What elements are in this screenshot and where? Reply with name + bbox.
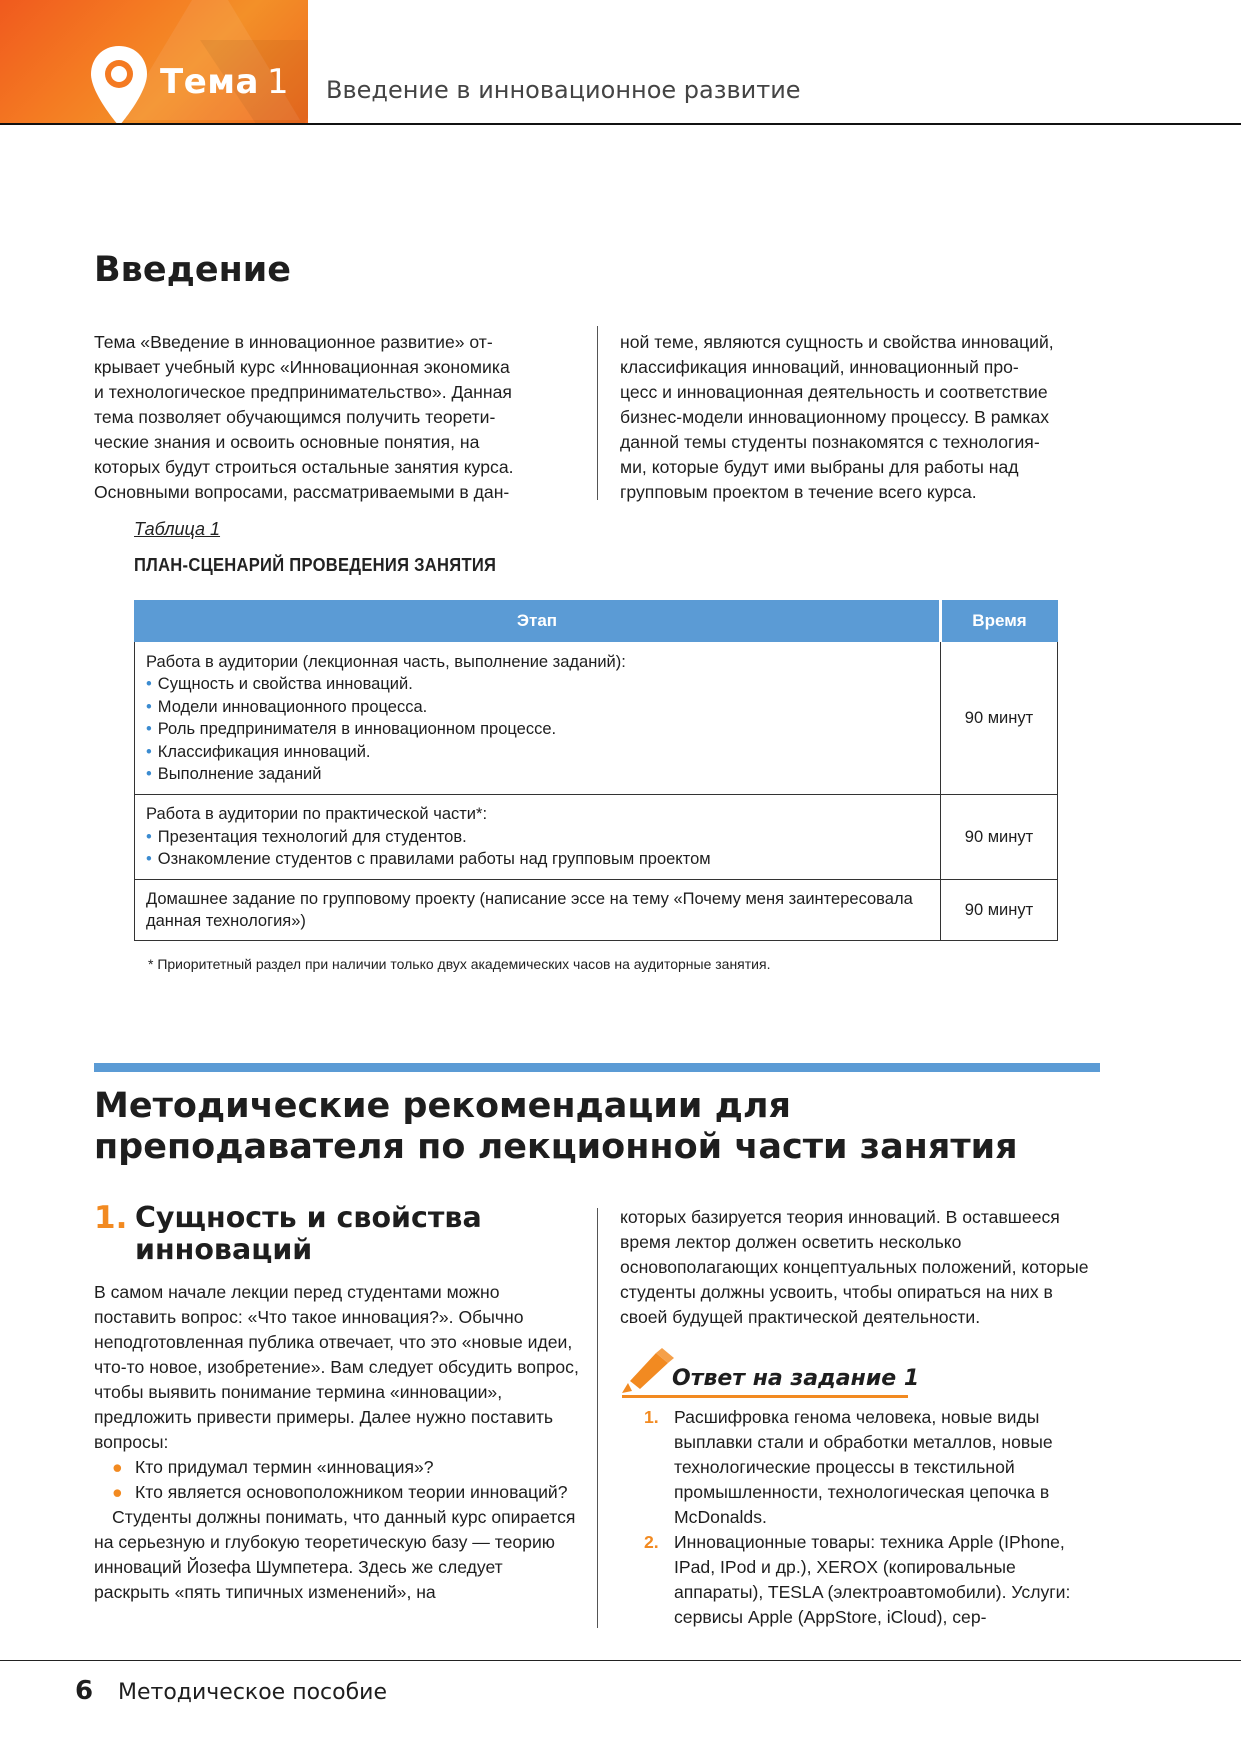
- footer-text: Методическое пособие: [118, 1680, 388, 1705]
- table-caption: Таблица 1: [134, 519, 221, 539]
- section-number: 1.: [94, 1200, 128, 1236]
- list-item: ● Кто является основоположником теории инноваций?: [112, 1482, 568, 1502]
- footer-divider: [0, 1660, 1241, 1661]
- location-pin-icon: [88, 44, 150, 128]
- table-header-time: Время: [941, 601, 1058, 642]
- answer-underline: [622, 1395, 908, 1398]
- list-item: • Модели инновационного процесса.: [146, 697, 428, 716]
- row-lead: Работа в аудитории по практической части*:: [146, 805, 488, 824]
- column-divider: [597, 1208, 598, 1628]
- intro-heading: Введение: [94, 250, 292, 290]
- list-item: 2. Инновационные товары: техника Apple (IPhone, IPad, IPod и др.), XEROX (копировальные аппараты), TESLA (электроавтомобили). Услуги: сервисы Apple (AppStore, iCloud), сер-: [644, 1532, 1071, 1627]
- table-row: [135, 880, 1058, 941]
- list-item: • Ознакомление студентов с правилами работы над групповым проектом: [146, 850, 711, 869]
- column-divider: [597, 326, 598, 500]
- list-item: • Роль предпринимателя в инновационном процессе.: [146, 720, 557, 738]
- section-left-column: [94, 1280, 579, 1605]
- section-right-paragraph: которых базируется теория инноваций. В оставшееся время лектор должен осветить несколько основополагающих концептуальных положений, которые студенты должны усвоить, чтобы опираться на них в своей будущей практической деятельности.: [620, 1207, 1089, 1327]
- row-time: 90 минут: [941, 642, 1058, 795]
- row-lead: Работа в аудитории (лекционная часть, выполнение заданий):: [146, 652, 626, 671]
- list-item: ● Кто придумал термин «инновация»?: [112, 1457, 434, 1477]
- list-item: 1. Расшифровка генома человека, новые виды выплавки стали и обработки металлов, новые технологические процессы в текстильной промышленности, технологическая цепочка в McDonalds.: [644, 1407, 1053, 1527]
- page-number: 6: [75, 1676, 94, 1706]
- list-item: • Выполнение заданий: [146, 765, 322, 783]
- answer-list: [620, 1405, 1105, 1630]
- highlighter-pen-icon: [618, 1347, 680, 1399]
- header-divider: [0, 123, 1241, 125]
- list-item: • Презентация технологий для студентов.: [146, 827, 467, 846]
- table-header-stage: Этап: [135, 601, 941, 642]
- row-lead: Домашнее задание по групповому проекту (написание эссе на тему «Почему меня заинтересовала данная технология»): [146, 889, 913, 930]
- topic-label: Тема 1: [160, 62, 290, 102]
- table-footnote: * Приоритетный раздел при наличии только двух академических часов на аудиторные занятия.: [148, 956, 771, 972]
- table-row: [135, 642, 1058, 795]
- answer-title: Ответ на задание 1: [672, 1366, 920, 1391]
- paragraph: В самом начале лекции перед студентами можно поставить вопрос: «Что такое инновация?». Обычно неподготовленная публика отвечает, что это «новые идеи, что-то новое, изобретение». Вам следует обсудить вопрос, чтобы выявить понимание термина «инновации», предложить привести примеры. Далее нужно поставить вопросы:: [94, 1282, 579, 1452]
- table-title: ПЛАН-СЦЕНАРИЙ ПРОВЕДЕНИЯ ЗАНЯТИЯ: [134, 555, 497, 575]
- method-heading: Методические рекомендации для преподавателя по лекционной части занятия: [94, 1086, 1018, 1167]
- list-item: • Классификация инноваций.: [146, 742, 371, 761]
- row-time: 90 минут: [941, 795, 1058, 880]
- row-time: 90 минут: [941, 880, 1058, 941]
- list-item: • Сущность и свойства инноваций.: [146, 675, 413, 693]
- paragraph: Студенты должны понимать, что данный курс опирается на серьезную и глубокую теоретическую базу — теорию инноваций Йозефа Шумпетера. Здесь же следует раскрыть «пять типичных изменений», на: [94, 1507, 576, 1602]
- section-title: Сущность и свойства инноваций: [135, 1201, 482, 1266]
- plan-table: [134, 600, 1058, 941]
- header-title: Введение в инновационное развитие: [326, 76, 801, 104]
- table-row: [135, 795, 1058, 880]
- intro-left-text: Тема «Введение в инновационное развитие» от- крывает учебный курс «Инновационная экономика и технологическое предпринимательство». Данная тема позволяет обучающимся получить теорети- ческие знания и освоить основные понятия, на которых будут строиться остальные занятия курса. Основными вопросами, рассматриваемыми в дан-: [94, 332, 514, 502]
- section-bar: [94, 1063, 1100, 1072]
- intro-right-text: ной теме, являются сущность и свойства инноваций, классификация инноваций, инновационный про- цесс и инновационная деятельность и соответствие бизнес-модели инновационному процессу. В рамках данной темы студенты познакомятся с технология- ми, которые будут ими выбраны для работы над групповым проектом в течение всего курса.: [620, 332, 1054, 502]
